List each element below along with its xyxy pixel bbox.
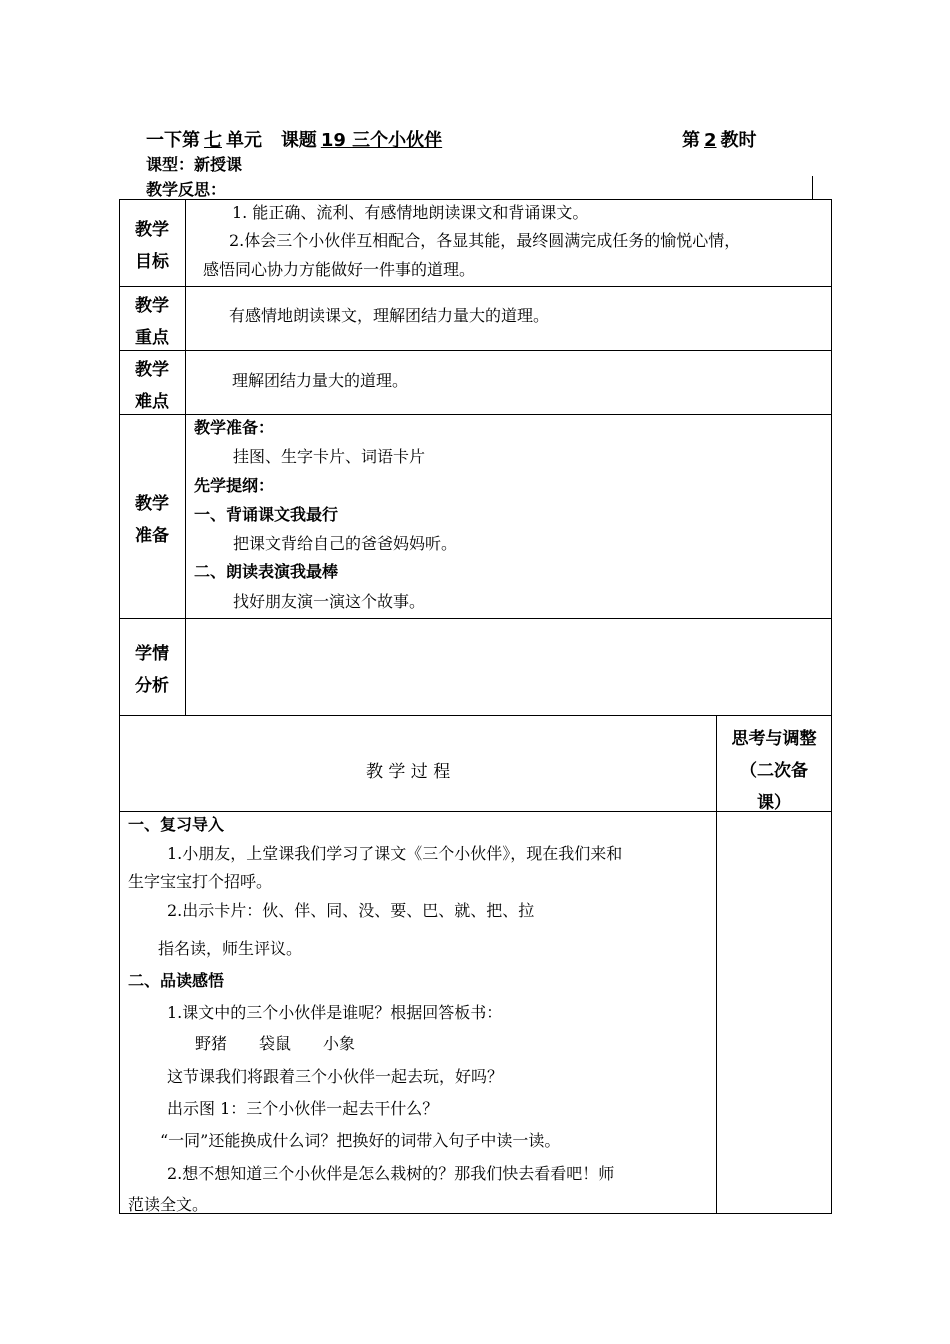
process-paragraph: 范读全文。 (128, 1195, 209, 1214)
outline-heading: 先学提纲： (194, 476, 275, 495)
analysis-label: 学情 分析 (135, 644, 169, 696)
reflection-label: 教学反思： (146, 180, 227, 199)
section-review: 一、复习导入 (128, 815, 225, 834)
notes-title-2: （二次备 (740, 761, 808, 781)
period-prefix: 第 (682, 130, 700, 151)
row-divider (119, 350, 832, 351)
lesson-title: 19 三个小伙伴 (320, 130, 443, 151)
period-info (682, 126, 757, 152)
row-divider (119, 286, 832, 287)
unit-suffix: 单元 (226, 130, 262, 151)
preparation-label: 教学 准备 (135, 494, 169, 546)
process-paragraph: 这节课我们将跟着三个小伙伴一起去玩，好吗？ (167, 1067, 504, 1086)
process-paragraph: 野猪 袋鼠 小象 (195, 1034, 356, 1053)
process-paragraph: 生字宝宝打个招呼。 (128, 872, 273, 891)
process-title: 教 学 过 程 (366, 762, 451, 782)
lesson-prefix: 课题 (280, 130, 317, 151)
row-divider (119, 715, 832, 716)
process-paragraph: 2.出示卡片：伙、伴、同、没、要、巴、就、把、拉 (167, 901, 535, 920)
objective-line-2: 2.体会三个小伙伴互相配合，各显其能，最终圆满完成任务的愉悦心情， (229, 231, 741, 250)
outline-item-1: 把课文背给自己的爸爸妈妈听。 (233, 534, 458, 553)
section-reading: 二、品读感悟 (128, 971, 225, 990)
reflection-divider (812, 176, 813, 200)
grade-prefix: 一下第 (146, 130, 200, 151)
difficulties-text: 理解团结力量大的道理。 (232, 371, 409, 390)
table-bottom-border (119, 1213, 832, 1214)
key-points-text: 有感情地朗读课文，理解团结力量大的道理。 (229, 306, 550, 325)
outline-item-2: 找好朋友演一演这个故事。 (233, 592, 426, 611)
prep-heading: 教学准备： (194, 418, 275, 437)
process-paragraph: 2.想不想知道三个小伙伴是怎么栽树的？那我们快去看看吧！师 (167, 1164, 615, 1183)
notes-title-3: 课） (757, 793, 791, 813)
period-suffix: 教时 (720, 130, 757, 151)
difficulties-label: 教学 难点 (135, 360, 169, 412)
outline-section-2: 二、朗读表演我最棒 (194, 562, 339, 581)
objective-line-1: 1. 能正确、流利、有感情地朗读课文和背诵课文。 (232, 203, 589, 222)
table-right-border (831, 199, 832, 1214)
period-number: 2 (704, 130, 717, 151)
process-paragraph: 指名读，师生评议。 (158, 939, 303, 958)
unit-number: 七 (204, 130, 222, 151)
process-paragraph: 出示图 1：三个小伙伴一起去干什么？ (167, 1099, 439, 1118)
process-paragraph: “一同”还能换成什么词？把换好的词带入句子中读一读。 (160, 1131, 561, 1150)
objective-line-3: 感悟同心协力方能做好一件事的道理。 (203, 260, 476, 279)
row-divider (119, 618, 832, 619)
lesson-header (146, 126, 472, 152)
key-points-label: 教学 重点 (135, 296, 169, 348)
lesson-type: 课型：新授课 (146, 155, 243, 174)
process-paragraph: 1.小朋友，上堂课我们学习了课文《三个小伙伴》，现在我们来和 (167, 844, 623, 863)
process-paragraph: 1.课文中的三个小伙伴是谁呢？根据回答板书： (167, 1003, 503, 1022)
label-column-divider (185, 199, 186, 716)
notes-title-1: 思考与调整 (731, 729, 817, 749)
outline-section-1: 一、背诵课文我最行 (194, 505, 339, 524)
objectives-label: 教学 目标 (135, 220, 169, 272)
prep-item: 挂图、生字卡片、词语卡片 (233, 447, 426, 466)
